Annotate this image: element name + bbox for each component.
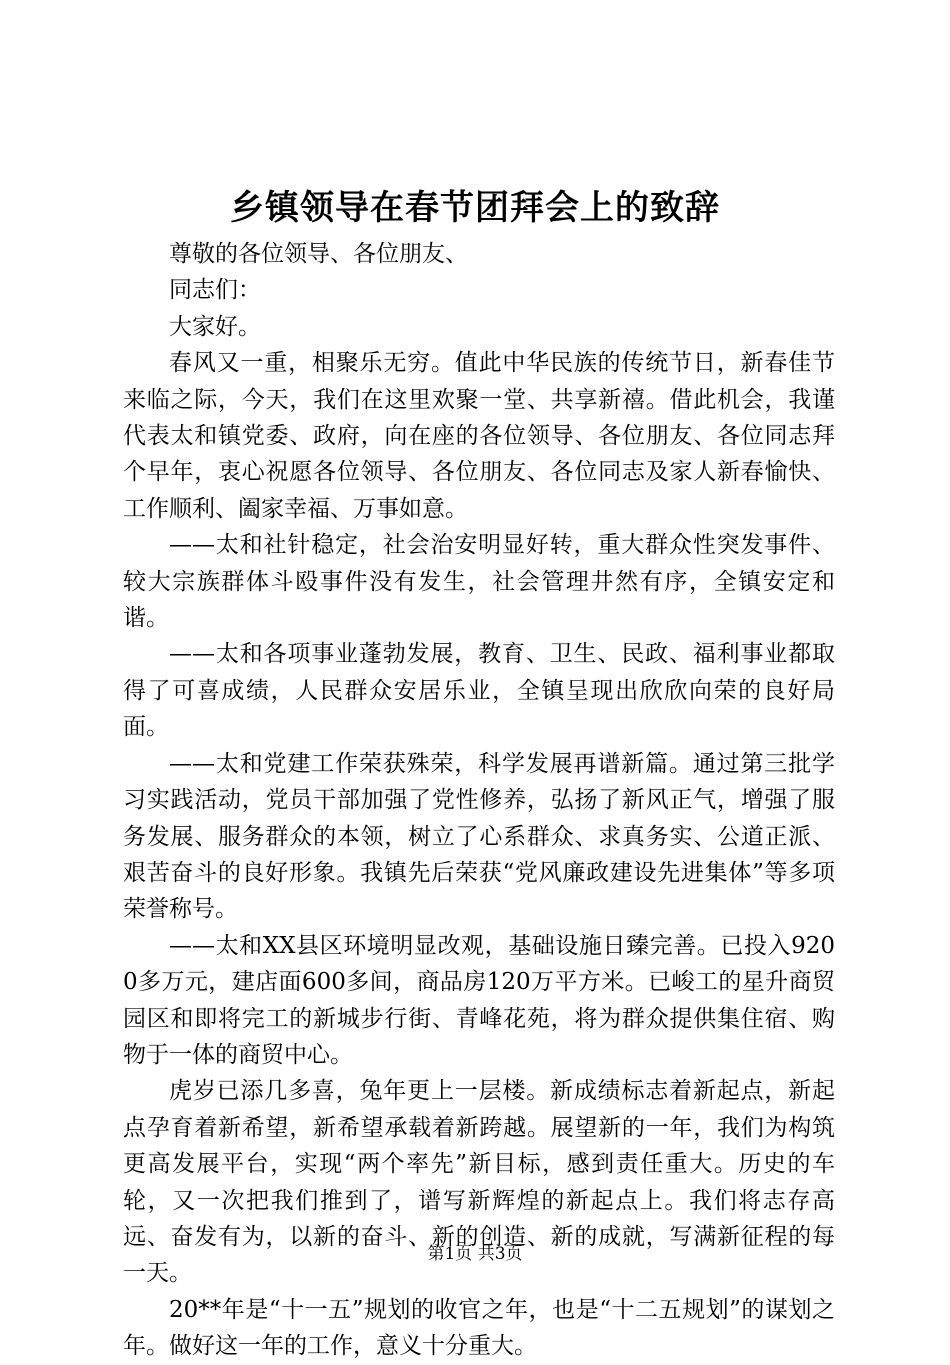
paragraph-new-year-wishes: 春风又一重，相聚乐无穷。值此中华民族的传统节日，新春佳节来临之际，今天，我们在这里欢聚一堂、共享新禧。借此机会，我谨代表太和镇党委、政府，向在座的各位领导、各位朋友、各位同志拜个早年，衷心祝愿各位领导、各位朋友、各位同志及家人新春愉快、工作顺利、阖家幸福、万事如意。 bbox=[123, 350, 835, 522]
document-body bbox=[123, 236, 835, 1365]
paragraph-salutation: 尊敬的各位领导、各位朋友、 bbox=[169, 241, 468, 267]
paragraph-public-affairs: ——太和各项事业蓬勃发展，教育、卫生、民政、福利事业都取得了可喜成绩，人民群众安居乐业，全镇呈现出欣欣向荣的良好局面。 bbox=[123, 641, 835, 741]
paragraph-salutation-comrades: 同志们： bbox=[169, 277, 261, 304]
document-title: 乡镇领导在春节团拜会上的致辞 bbox=[230, 188, 720, 228]
paragraph-planning-year: 20**年是“十一五”规划的收官之年，也是“十二五规划”的谋划之年。做好这一年的工作，意义十分重大。 bbox=[123, 1296, 835, 1360]
paragraph-outlook: 虎岁已添几多喜，兔年更上一层楼。新成绩标志着新起点，新起点孕育着新希望，新希望承载着新跨越。展望新的一年，我们为构筑更高发展平台，实现“两个率先”新目标，感到责任重大。历史的车轮，又一次把我们推到了，谱写新辉煌的新起点上。我们将志存高远、奋发有为，以新的奋斗、新的创造、新的成就，写满新征程的每一天。 bbox=[123, 1078, 835, 1287]
page-number-footer: 第1页 共3页 bbox=[427, 1244, 523, 1264]
paragraph-greeting: 大家好。 bbox=[169, 313, 261, 340]
paragraph-party-building: ——太和党建工作荣获殊荣，科学发展再谱新篇。通过第三批学习实践活动，党员干部加强了党性修养，弘扬了新风正气，增强了服务发展、服务群众的本领，树立了心系群众、求真务实、公道正派、艰苦奋斗的良好形象。我镇先后荣获“党风廉政建设先进集体”等多项荣誉称号。 bbox=[123, 750, 835, 923]
paragraph-environment: ——太和XX县区环境明显改观，基础设施日臻完善。已投入9200多万元，建店面600多间，商品房120万平方米。已峻工的星升商贸园区和即将完工的新城步行街、青峰花苑，将为群众提供集住宿、购物于一体的商贸中心。 bbox=[123, 932, 835, 1068]
paragraph-social-stability: ——太和社针稳定，社会治安明显好转，重大群众性突发事件、较大宗族群体斗殴事件没有发生，社会管理井然有序，全镇安定和谐。 bbox=[123, 532, 835, 632]
